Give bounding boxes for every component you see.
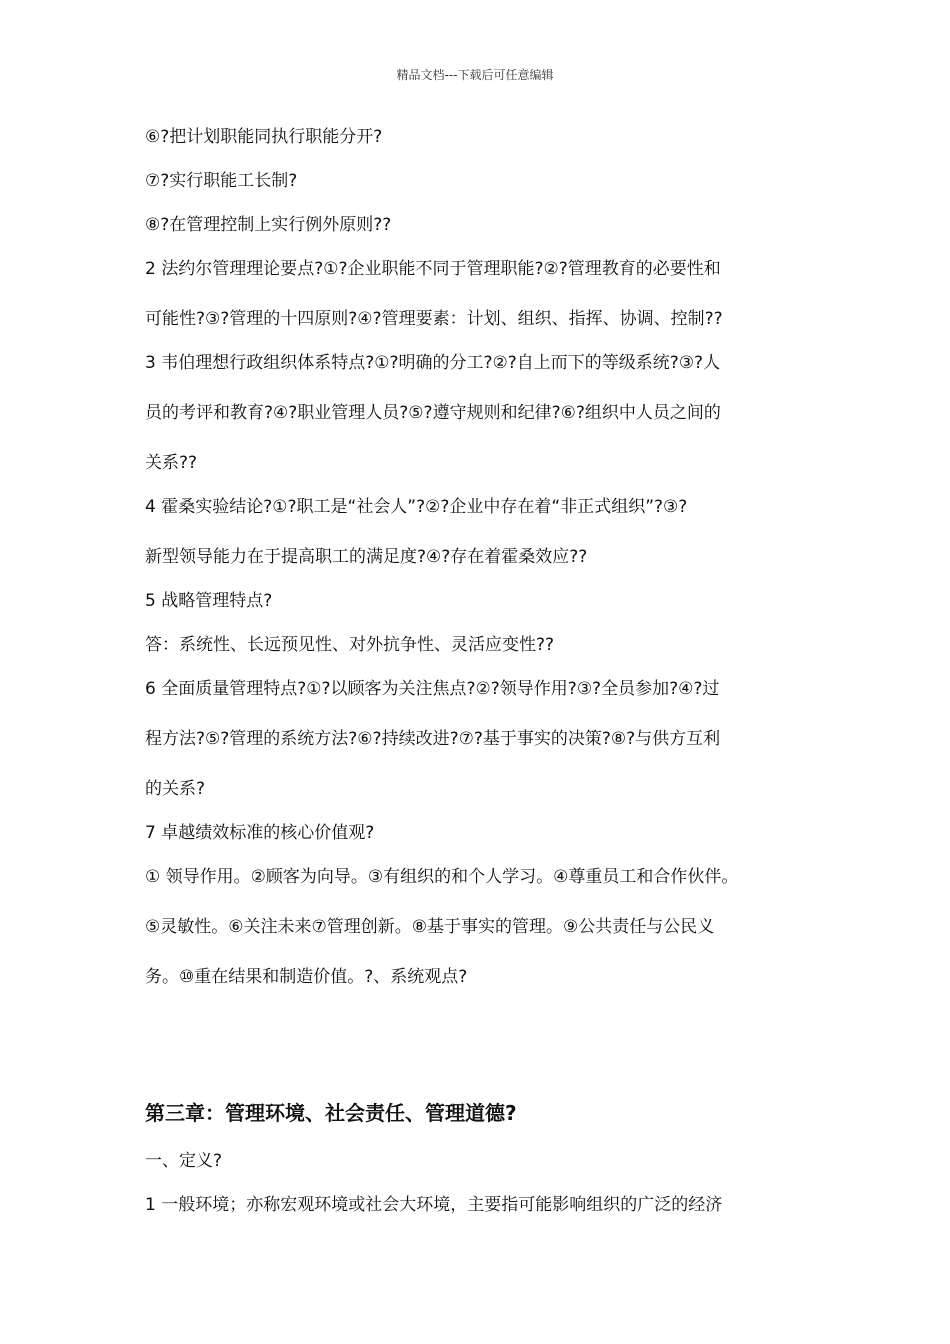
text-line: 关系??: [145, 453, 198, 473]
text-line: 1 一般环境；亦称宏观环境或社会大环境，主要指可能影响组织的广泛的经济: [145, 1195, 723, 1215]
text-line: 答：系统性、长远预见性、对外抗争性、灵活应变性??: [145, 635, 555, 655]
text-line: 5 战略管理特点?: [145, 591, 273, 611]
text-line: 新型领导能力在于提高职工的满足度?④?存在着霍桑效应??: [145, 547, 588, 567]
text-line: ⑦?实行职能工长制?: [145, 171, 298, 191]
text-line: 程方法?⑤?管理的系统方法?⑥?持续改进?⑦?基于事实的决策?⑧?与供方互利: [145, 729, 721, 749]
text-line: ⑧?在管理控制上实行例外原则??: [145, 215, 392, 235]
text-line: 可能性?③?管理的十四原则?④?管理要素：计划、组织、指挥、协调、控制??: [145, 309, 723, 329]
text-line: 6 全面质量管理特点?①?以顾客为关注焦点?②?领导作用?③?全员参加?④?过: [145, 679, 720, 699]
text-line: 的关系?: [145, 779, 206, 799]
chapter-title: 第三章：管理环境、社会责任、管理道德?: [145, 1101, 517, 1125]
text-line: 7 卓越绩效标准的核心价值观?: [145, 823, 375, 843]
text-line: 4 霍桑实验结论?①?职工是“社会人”?②?企业中存在着“非正式组织”?③?: [145, 497, 688, 517]
text-line: ⑥?把计划职能同执行职能分开?: [145, 127, 383, 147]
text-line: 3 韦伯理想行政组织体系特点?①?明确的分工?②?自上而下的等级系统?③?人: [145, 353, 721, 373]
page-header: 精品文档---下载后可任意编辑: [396, 68, 554, 82]
text-line: ① 领导作用。②顾客为向导。③有组织的和个人学习。④尊重员工和合作伙伴。: [145, 867, 739, 887]
text-line: ⑤灵敏性。⑥关注未来⑦管理创新。⑧基于事实的管理。⑨公共责任与公民义: [145, 917, 715, 937]
section-heading: 一、定义?: [145, 1151, 223, 1171]
text-line: 务。⑩重在结果和制造价值。?、系统观点?: [145, 967, 468, 987]
text-line: 员的考评和教育?④?职业管理人员?⑤?遵守规则和纪律?⑥?组织中人员之间的: [145, 403, 721, 423]
text-line: 2 法约尔管理理论要点?①?企业职能不同于管理职能?②?管理教育的必要性和: [145, 259, 721, 279]
